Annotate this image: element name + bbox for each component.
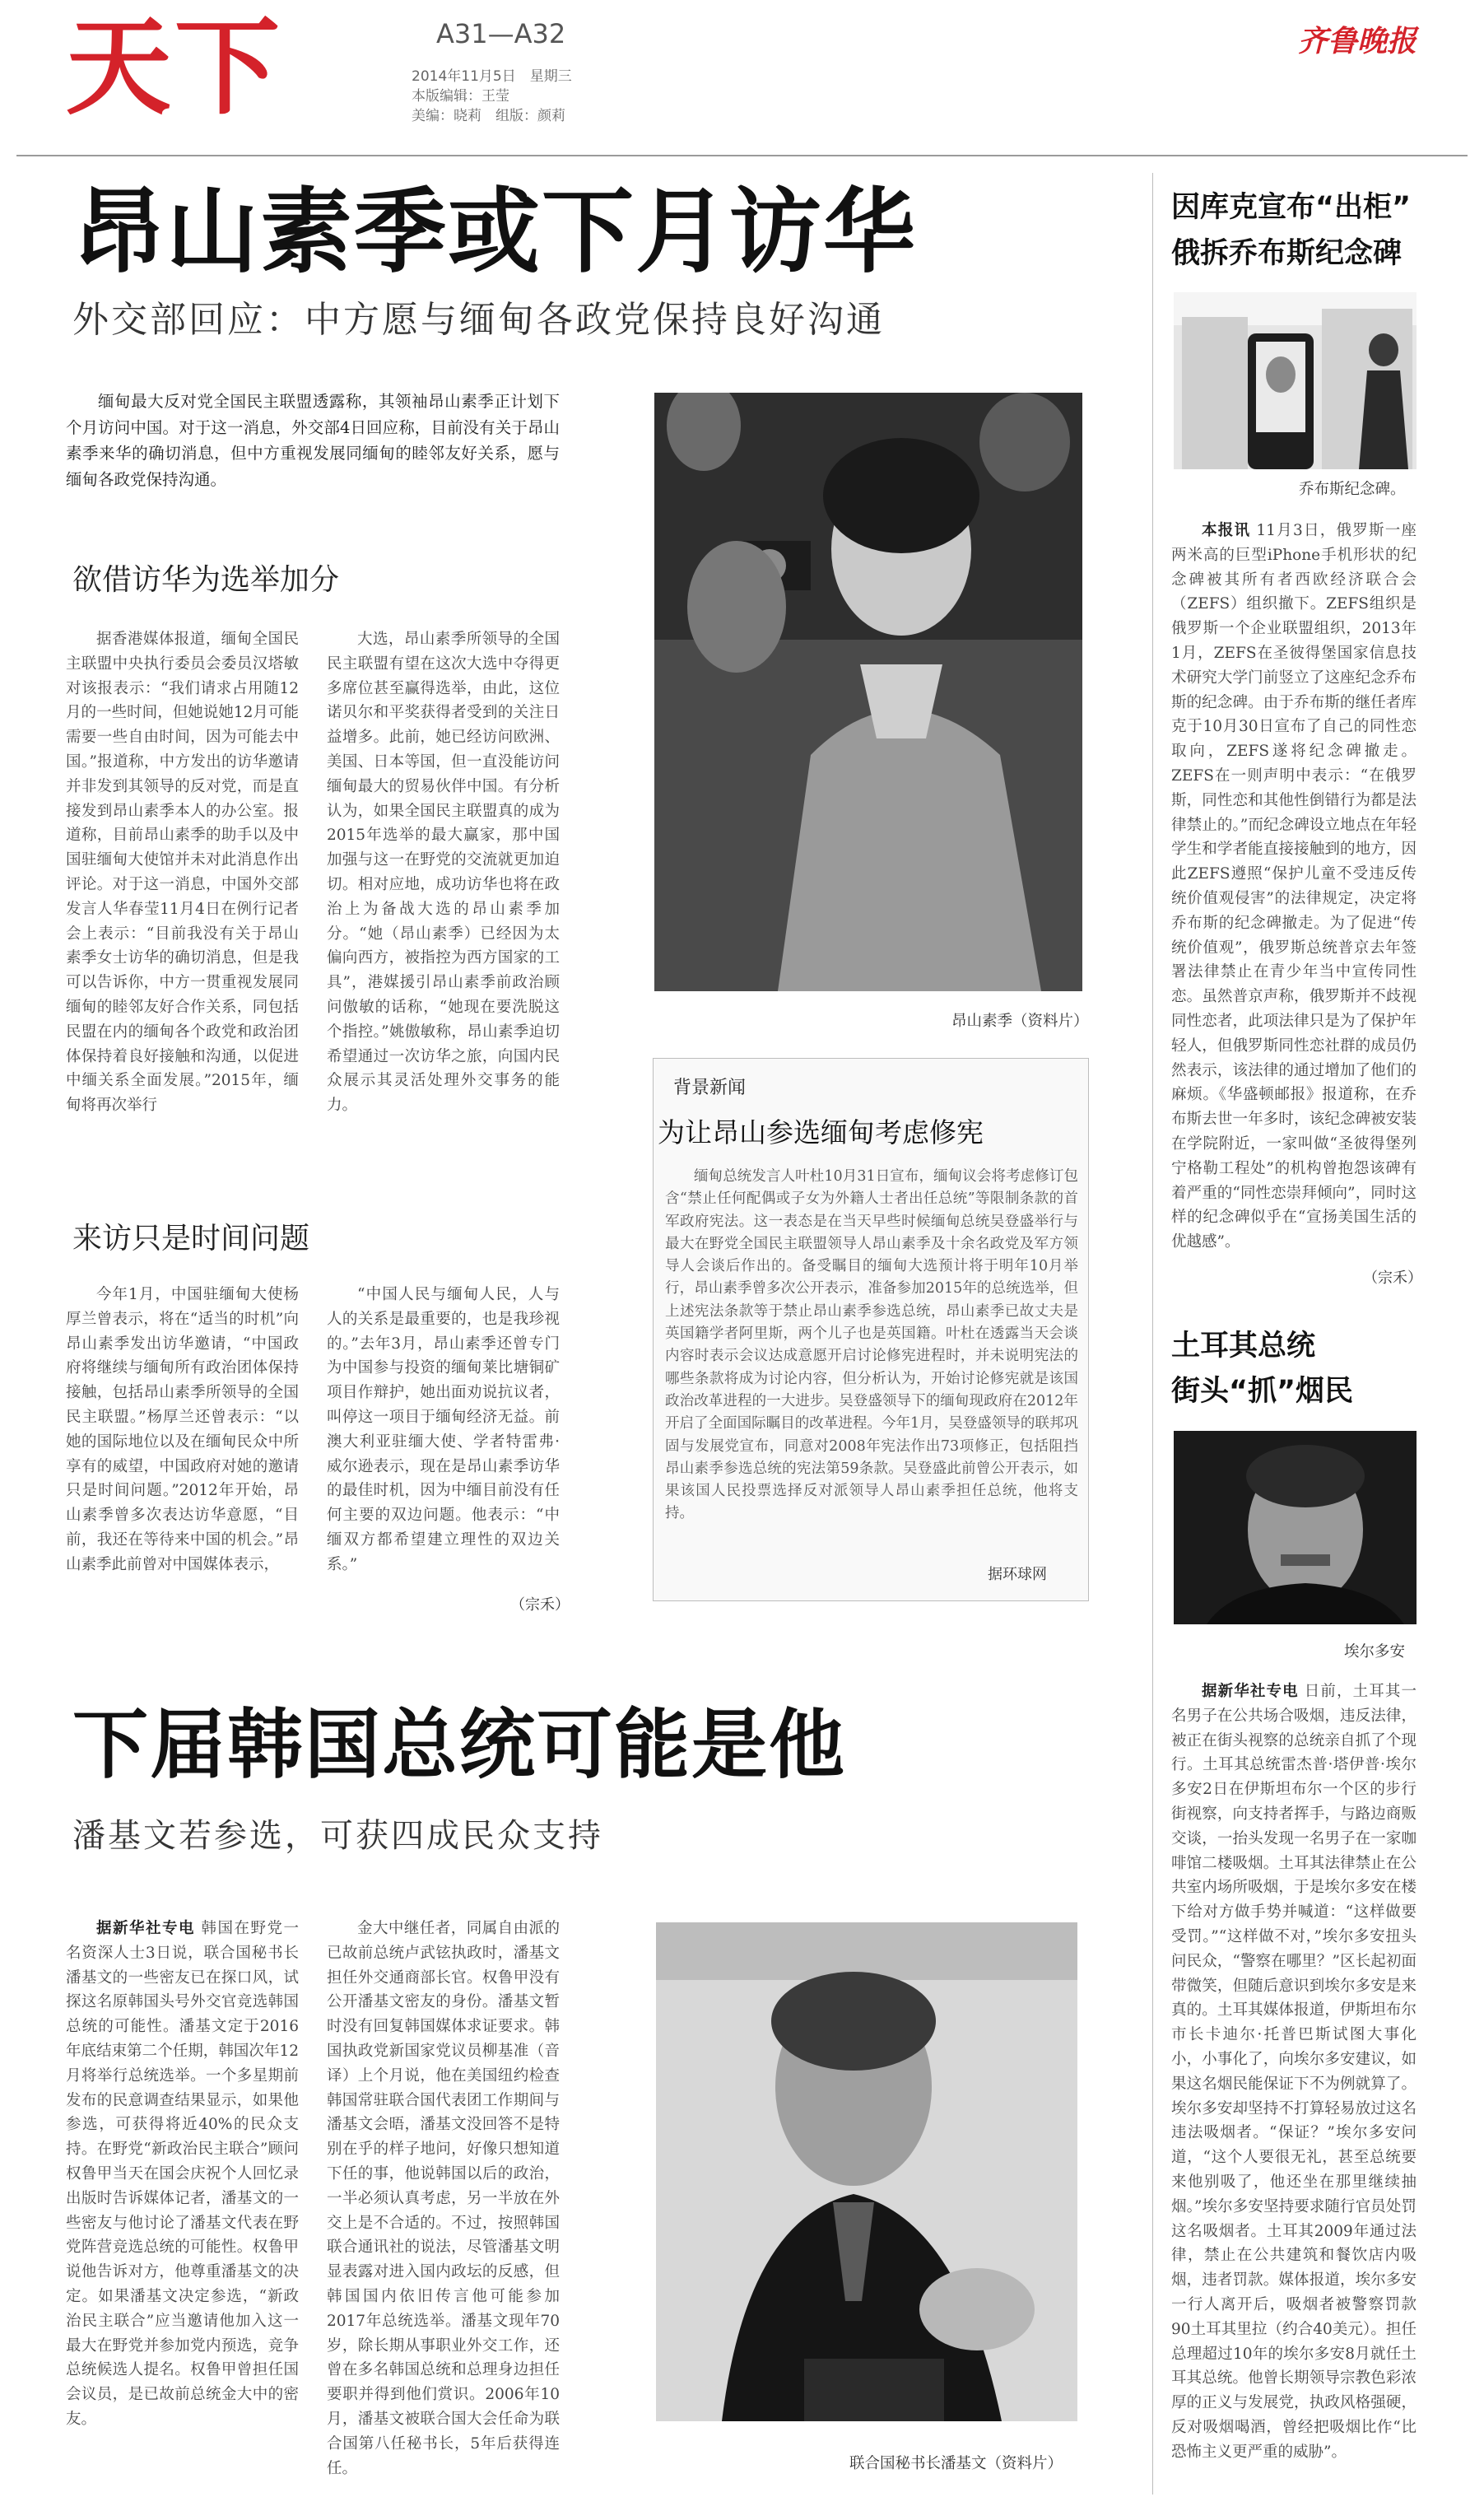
box-title: 为让昂山参选缅甸考虑修宪 (658, 1116, 984, 1148)
side2-text: 日前，土耳其一名男子在公共场合吸烟，违反法律，被正在街头视察的总统亲自抓了个现行。土耳其总统雷杰普·塔伊普·埃尔多安2日在伊斯坦布尔一个区的步行街视察，向支持者挥手，与路边商贩交谈，一抬头发现一名男子在一家咖啡馆二楼吸烟。土耳其法律禁止在公共室内场所吸烟，于是埃尔多安在楼下给对方做手势并喊道：“这样做要受罚。”“这样做不对，”埃尔多安扭头问民众，“警察在哪里？”区长起初面带微笑，但随后意识到埃尔多安是来真的。土耳其媒体报道，伊斯坦布尔市长卡迪尔·托普巴斯试图大事化小，小事化了，向埃尔多安建议，如果这名烟民能保证下不为例就算了。埃尔多安却坚持不打算轻易放过这名违法吸烟者。“保证？”埃尔多安问道，“这个人要很无礼，甚至总统要来他别吸了，他还坐在那里继续抽烟。”埃尔多安坚持要求随行官员处罚这名吸烟者。土耳其2009年通过法律，禁止在公共建筑和餐饮店内吸烟，违者罚款。媒体报道，埃尔多安一行人离开后，吸烟者被警察罚款90土耳其里拉（约合40美元）。担任总理超过10年的埃尔多安8月就任土耳其总统。他曾长期领导宗教色彩浓厚的正义与发展党，执政风格强硬，反对吸烟喝酒，曾经把吸烟比作“比恐怖主义更严重的威胁”。 (1171, 1683, 1417, 2461)
story2-subhead: 潘基文若参选，可获四成民众支持 (72, 1817, 603, 1855)
side2-body (1171, 1679, 1417, 2493)
story2-col1-text: 韩国在野党一名资深人士3日说，联合国秘书长潘基文的一些密友已在探口风，试探这名原韩国头号外交官竞选韩国总统的可能性。潘基文定于2016年底结束第二个任期，韩国次年12月将举行总统选举。一个多星期前发布的民意调查结果显示，如果他参选，可获得将近40%的民众支持。在野党“新政治民主联合”顾问权鲁甲当天在国会庆祝个人回忆录出版时告诉媒体记者，潘基文的一些密友与他讨论了潘基文代表在野党阵营竞选总统的可能性。权鲁甲说他告诉对方，他尊重潘基文的决定。如果潘基文决定参选，“新政治民主联合”应当邀请他加入这一最大在野党并参加党内预选，竞争总统候选人提名。权鲁甲曾担任国会议员，是已故前总统金大中的密友。 (66, 1920, 299, 2428)
story1-section2-col2: “中国人民与缅甸人民，人与人的关系是最重要的，也是我珍视的。”去年3月，昂山素季还曾专门为中国参与投资的缅甸莱比塘铜矿项目作辩护，她出面劝说抗议者，叫停这一项目于缅甸经济无益。前澳大利亚驻缅大使、学者特雷弗·威尔逊表示，现在是昂山素季访华的最佳时机，因为中缅目前没有任何主要的双边问题。他表示：“中缅双方都希望建立理性的双边关系。” (327, 1286, 560, 1573)
story1-section1-col1: 据香港媒体报道，缅甸全国民主联盟中央执行委员会委员汉塔敏对该报表示：“我们请求占用随12月的一些时间，但她说她12月可能需要一些自由时间，因为可能去中国。”报道称，中方发出的访华邀请并非发到其领导的反对党，而是直接发到昂山素季本人的办公室。报道称，目前昂山素季的助手以及中国驻缅甸大使馆并未对此消息作出评论。对于这一消息，中国外交部发言人华春莹11月4日在例行记者会上表示：“目前我没有关于昂山素季女士访华的确切消息，但是我可以告诉你，中方一贯重视发展同缅甸的睦邻友好合作关系，同包括民盟在内的缅甸各个政党和政治团体保持着良好接触和沟通，以促进中缅关系全面发展。”2015年，缅甸将再次举行 (66, 631, 299, 1115)
aung-san-suu-kyi-photo (654, 393, 1082, 991)
page-numbers: A31—A32 (436, 18, 566, 49)
column-divider (1152, 173, 1153, 2495)
background-news-box (653, 1058, 1089, 1601)
story1-section1-col2: 大选，昂山素季所领导的全国民主联盟有望在这次大选中夺得更多席位甚至赢得选举，由此，这位诺贝尔和平奖获得者受到的关注日益增多。此前，她已经访问欧洲、美国、日本等国，但一直没能访问缅甸最大的贸易伙伴中国。有分析认为，如果全国民主联盟真的成为2015年选举的最大赢家，那中国加强与这一在野党的交流就更加迫切。相对应地，成功访华也将在政治上为备战大选的昂山素季加分。“她（昂山素季）已经因为太偏向西方，被指控为西方国家的工具”，港媒援引昂山素季前政治顾问傲敏的话称，“她现在要洗脱这个指控。”姚傲敏称，昂山素季迫切希望通过一次访华之旅，向国内民众展示其灵活处理外交事务的能力。 (327, 631, 560, 1115)
date-line: 2014年11月5日 星期三 (412, 68, 572, 85)
story1-signature: （宗禾） (510, 1596, 570, 1614)
paper-name: 齐鲁晚报 (1297, 24, 1417, 58)
side2-headline-line2: 街头“抓”烟民 (1171, 1375, 1354, 1408)
photo1-caption: 昂山素季（资料片） (951, 1013, 1089, 1030)
side1-byline: 本报讯 (1202, 522, 1251, 539)
photo2-caption: 联合国秘书长潘基文（资料片） (849, 2455, 1063, 2472)
jobs-monument-photo (1174, 292, 1417, 469)
side1-headline-line2: 俄拆乔布斯纪念碑 (1171, 237, 1403, 270)
story1-section1-title: 欲借访华为选举加分 (72, 563, 340, 597)
section-logo: 天下 (66, 7, 284, 129)
side1-text: 11月3日，俄罗斯一座两米高的巨型iPhone手机形状的纪念碑被其所有者西欧经济联合会（ZEFS）组织撤下。ZEFS组织是俄罗斯一个企业联盟组织，2013年1月，ZEFS在圣彼得堡国家信息技术研究大学门前竖立了这座纪念乔布斯的纪念碑。由于乔布斯的继任者库克于10月30日宣布了自己的同性恋取向，ZEFS遂将纪念碑撤走。ZEFS在一则声明中表示：“在俄罗斯，同性恋和其他性倒错行为都是法律禁止的。”而纪念碑设立地点在年轻学生和学者能直接接触到的地方，因此ZEFS遵照“保护儿童不受违反传统价值观侵害”的法律规定，决定将乔布斯的纪念碑撤走。为了促进“传统价值观”，俄罗斯总统普京去年签署法律禁止在青少年当中宣传同性恋。虽然普京声称，俄罗斯并不歧视同性恋者，此项法律只是为了保护年轻人，但俄罗斯同性恋社群的成员仍然表示，该法律的通过增加了他们的麻烦。《华盛顿邮报》报道称，在乔布斯去世一年多时，该纪念碑被安装在学院附近，一家叫做“圣彼得堡列宁格勒工程处”的机构曾抱怨该碑有着严重的“同性恋崇拜倾向”，同时这样的纪念碑似乎在“宣扬美国生活的优越感”。 (1171, 522, 1417, 1251)
story1-section2-title: 来访只是时间问题 (72, 1222, 310, 1256)
side2-headline-line1: 土耳其总统 (1171, 1330, 1316, 1363)
side2-photo-caption: 埃尔多安 (1344, 1643, 1406, 1661)
story2-headline: 下届韩国总统可能是他 (72, 1701, 847, 1789)
story2-byline: 据新华社专电 (96, 1920, 196, 1937)
story2-col1 (66, 1917, 299, 2493)
box-source: 据环球网 (988, 1566, 1047, 1583)
ban-ki-moon-photo (656, 1922, 1077, 2421)
story1-section2-col1: 今年1月，中国驻缅甸大使杨厚兰曾表示，将在“适当的时机”向昂山素季发出访华邀请，“中国政府将继续与缅甸所有政治团体保持接触，包括昂山素季所领导的全国民主联盟。”杨厚兰还曾表示：“以她的国际地位以及在缅甸民众中所享有的威望，中国政府对她的邀请只是时间问题。”2012年开始，昂山素季曾多次表达访华意愿，“目前，我还在等待来中国的机会。”昂山素季此前曾对中国媒体表示， (66, 1286, 299, 1573)
story1-lead: 缅甸最大反对党全国民主联盟透露称，其领袖昂山素季正计划下个月访问中国。对于这一消息，外交部4日回应称，目前没有关于昂山素季来华的确切消息，但中方重视发展同缅甸的睦邻友好关系，愿与缅甸各政党保持沟通。 (66, 392, 560, 489)
design-line: 美编：晓莉 组版：颜莉 (412, 108, 565, 124)
header-divider (16, 155, 1468, 156)
story1-headline: 昂山素季或下月访华 (72, 179, 917, 286)
side1-body (1171, 519, 1417, 1260)
story1-subhead: 外交部回应：中方愿与缅甸各政党保持良好沟通 (72, 299, 885, 341)
erdogan-photo (1174, 1431, 1417, 1624)
side2-byline: 据新华社专电 (1202, 1683, 1299, 1700)
side1-photo-caption: 乔布斯纪念碑。 (1299, 481, 1406, 498)
editor-line: 本版编辑：王莹 (412, 88, 509, 105)
box-tag: 背景新闻 (673, 1078, 747, 1098)
box-text: 缅甸总统发言人叶杜10月31日宣布，缅甸议会将考虑修订包含“禁止任何配偶或子女为外籍人士者出任总统”等限制条款的首军政府宪法。这一表态是在当天早些时候缅甸总统吴登盛举行与最大在野党全国民主联盟领导人昂山素季及十余名政党及军方领导人会谈后作出的。备受瞩目的缅甸大选预计将于明年10月举行，昂山素季曾多次公开表示，准备参加2015年的总统选举，但上述宪法条款等于禁止昂山素季参选总统，昂山素季已故丈夫是英国籍学者阿里斯，两个儿子也是英国籍。叶杜在透露当天会谈内容时表示会议达成意愿开启讨论修宪进程时，并未说明宪法的哪些条款将成为讨论内容，但分析认为，开始讨论修宪就是该国政治改革进程的一大进步。吴登盛领导下的缅甸现政府在2012年开启了全面国际瞩目的改革进程。今年1月，吴登盛领导的联邦巩固与发展党宣布，同意对2008年宪法作出73项修正，包括阻挡昂山素季参选总统的宪法第59条款。吴登盛此前曾公开表示，如果该国人民投票选择反对派领导人昂山素季担任总统，他将支持。 (665, 1168, 1078, 1522)
story2-col2: 金大中继任者，同属自由派的已故前总统卢武铉执政时，潘基文担任外交通商部长官。权鲁甲没有公开潘基文密友的身份。潘基文暂时没有回复韩国媒体求证要求。韩国执政党新国家党议员柳基准（音译）上个月说，他在美国纽约检查韩国常驻联合国代表团工作期间与潘基文会晤，潘基文没回答不是特别在乎的样子地问，好像只想知道下任的事，他说韩国以后的政治，一半必须认真考虑，另一半放在外交上是不合适的。不过，按照韩国联合通讯社的说法，尽管潘基文明显表露对进入国内政坛的反感，但韩国国内依旧传言他可能参加2017年总统选举。潘基文现年70岁，除长期从事职业外交工作，还曾在多名韩国总统和总理身边担任要职并得到他们赏识。2006年10月，潘基文被联合国大会任命为联合国第八任秘书长，5年后获得连任。 (327, 1920, 560, 2477)
side1-signature: （宗禾） (1363, 1269, 1422, 1287)
side1-headline-line1: 因库克宣布“出柜” (1171, 191, 1412, 224)
